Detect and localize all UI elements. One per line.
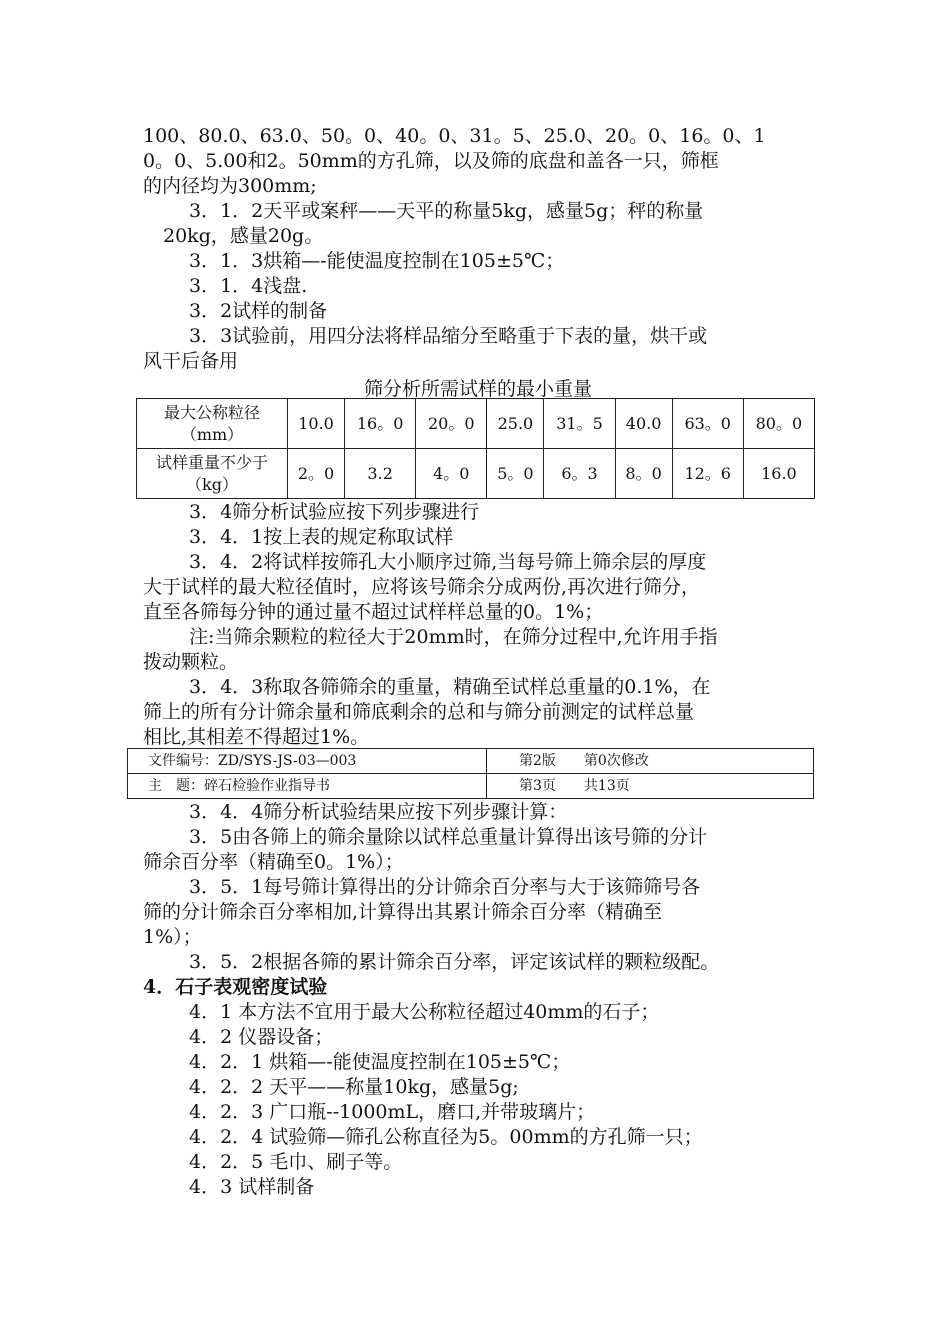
text-line: 20kg，感量20g。 — [163, 225, 324, 247]
text-line: 4．2．5 毛巾、刷子等。 — [189, 1151, 403, 1173]
page-number: 第3页 共13页 — [487, 774, 814, 799]
footer-row — [128, 749, 814, 774]
table-cell: 2。0 — [288, 449, 345, 499]
table-row — [137, 399, 815, 449]
text-line: 3．2试样的制备 — [189, 300, 328, 322]
doc-version: 第2版 第0次修改 — [487, 749, 814, 774]
doc-number: 文件编号：ZD/SYS-JS-03—003 — [128, 749, 487, 774]
text-line: 4．2 仪器设备； — [189, 1026, 334, 1048]
text-line: 3．1．3烘箱—-能使温度控制在105±5℃； — [189, 250, 565, 272]
table-cell: 31。5 — [544, 399, 615, 449]
text-line: 4．2．3 广口瓶--1000mL，磨口,并带玻璃片； — [189, 1101, 596, 1123]
text-line: 3．4．3称取各筛筛余的重量，精确至试样总重量的0.1%，在 — [189, 676, 711, 698]
text-line: 4．2．2 天平——称量10kg，感量5g; — [189, 1076, 519, 1098]
table-cell: 80。0 — [743, 399, 814, 449]
text-line: 大于试样的最大粒径值时，应将该号筛余分成两份,再次进行筛分， — [143, 576, 701, 598]
table-cell: 25.0 — [487, 399, 544, 449]
text-line: 拨动颗粒。 — [143, 651, 239, 673]
table-cell: 4。0 — [416, 449, 487, 499]
text-line: 3．4．2将试样按筛孔大小顺序过筛,当每号筛上筛余层的厚度 — [189, 551, 707, 573]
text-line: 筛余百分率（精确至0。1%）； — [143, 851, 404, 873]
table-caption: 筛分析所需试样的最小重量 — [363, 378, 592, 400]
text-line: 100、80.0、63.0、50。0、40。0、31。5、25.0、20。0、16。0、1 — [143, 125, 766, 147]
table-cell: 16。0 — [345, 399, 416, 449]
table-cell: 8。0 — [615, 449, 672, 499]
text-line: 3．4筛分析试验应按下列步骤进行 — [189, 501, 480, 523]
sieve-table — [136, 398, 815, 499]
table-cell: 12。6 — [672, 449, 743, 499]
text-line: 4．2．1 烘箱—-能使温度控制在105±5℃； — [189, 1051, 571, 1073]
table-row — [137, 449, 815, 499]
table-row-header: 最大公称粒径（mm） — [137, 399, 288, 449]
doc-subject: 主 题：碎石检验作业指导书 — [128, 774, 487, 799]
page-footer — [127, 748, 814, 799]
table-cell: 16.0 — [743, 449, 814, 499]
table-cell: 63。0 — [672, 399, 743, 449]
text-line: 3．5．1每号筛计算得出的分计筛余百分率与大于该筛筛号各 — [189, 876, 701, 898]
section-top — [143, 124, 813, 374]
table-cell: 6。3 — [544, 449, 615, 499]
text-line: 3．5由各筛上的筛余量除以试样总重量计算得出该号筛的分计 — [189, 826, 708, 848]
table-row-header: 试样重量不少于（kg） — [137, 449, 288, 499]
text-line: 3．1．2天平或案秤——天平的称量5kg，感量5g；秤的称量 — [189, 200, 704, 222]
table-cell: 40.0 — [615, 399, 672, 449]
text-line: 3．4．4筛分析试验结果应按下列步骤计算： — [189, 801, 568, 823]
section-mid — [143, 500, 813, 750]
table-cell: 3.2 — [345, 449, 416, 499]
text-line: 3．3试验前，用四分法将样品缩分至略重于下表的量，烘干或 — [189, 325, 708, 347]
footer-row — [128, 774, 814, 799]
text-line: 3．1．4浅盘. — [189, 275, 308, 297]
text-line: 3．5．2根据各筛的累计筛余百分率，评定该试样的颗粒级配。 — [189, 951, 720, 973]
text-line: 4．2．4 试验筛—筛孔公称直径为5。00mm的方孔筛一只； — [189, 1126, 703, 1148]
text-line: 相比,其相差不得超过1%。 — [143, 726, 370, 748]
text-line: 注:当筛余颗粒的粒径大于20mm时，在筛分过程中,允许用手指 — [189, 626, 718, 648]
text-line: 4．1 本方法不宜用于最大公称粒径超过40mm的石子； — [189, 1001, 660, 1023]
text-line: 筛的分计筛余百分率相加,计算得出其累计筛余百分率（精确至 — [143, 901, 663, 923]
text-line: 4．3 试样制备 — [189, 1176, 315, 1198]
section-heading: 4．石子表观密度试验 — [143, 976, 328, 998]
table-cell: 5。0 — [487, 449, 544, 499]
table-cell: 10.0 — [288, 399, 345, 449]
text-line: 1%）； — [143, 926, 202, 948]
text-line: 直至各筛每分钟的通过量不超过试样样总量的0。1%； — [143, 601, 604, 623]
table-cell: 20。0 — [416, 399, 487, 449]
text-line: 的内径均为300mm; — [143, 175, 317, 197]
text-line: 3．4．1按上表的规定称取试样 — [189, 526, 454, 548]
text-line: 筛上的所有分计筛余量和筛底剩余的总和与筛分前测定的试样总量 — [143, 701, 695, 723]
text-line: 0。0、5.00和2。50mm的方孔筛，以及筛的底盘和盖各一只，筛框 — [143, 150, 719, 172]
section-bottom — [143, 800, 813, 1200]
text-line: 风干后备用 — [143, 350, 239, 372]
